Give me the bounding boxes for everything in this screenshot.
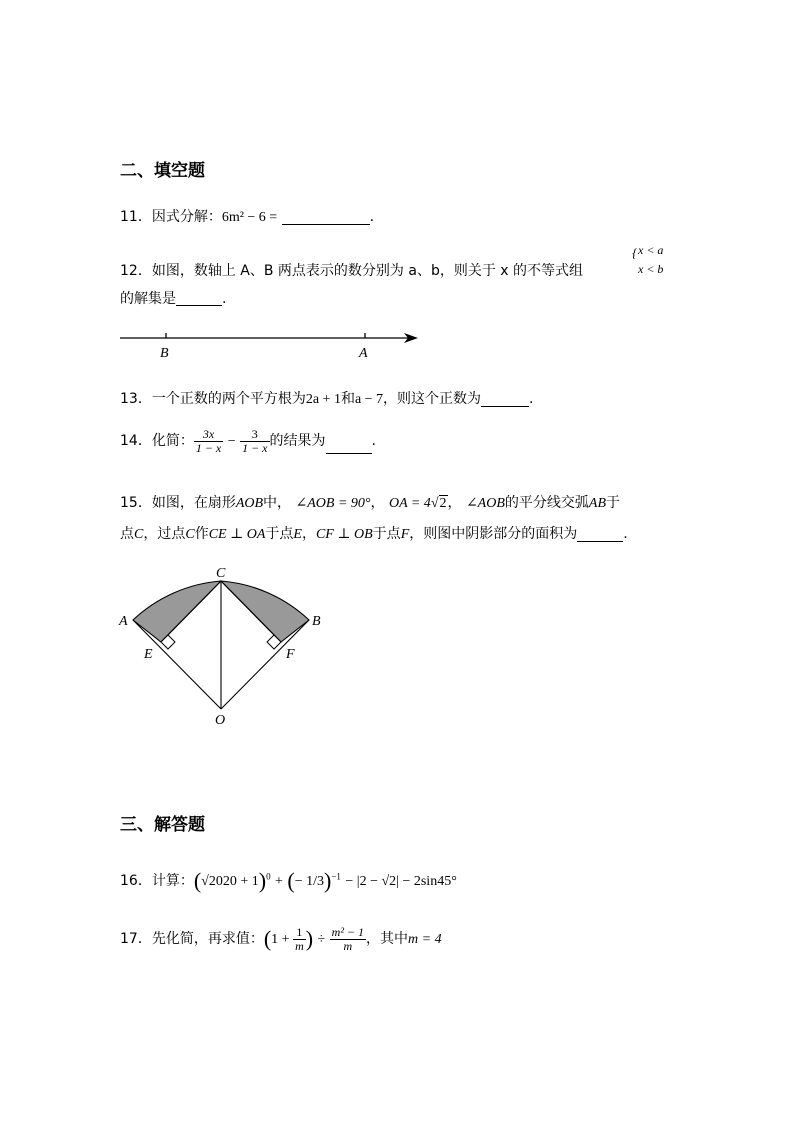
- q11-expr: 6m² − 6 =: [221, 210, 278, 225]
- question-11: [120, 210, 374, 225]
- sector-figure: [115, 562, 330, 727]
- q15-l2-t5: ，: [301, 526, 316, 542]
- q15-l2-t4: 于点: [265, 526, 294, 542]
- q17-f2-num: m² − 1: [331, 925, 365, 939]
- q13-and: 和: [340, 391, 355, 407]
- q14-number: 14．: [120, 433, 152, 450]
- q16-exp-neg1: −1: [331, 871, 341, 882]
- section-title-solve: 三、解答题: [120, 815, 205, 835]
- q15-t1: 如图，在扇形: [151, 495, 236, 511]
- q17-text: 先化简，再求值：: [151, 931, 264, 948]
- q13-text1: 一个正数的两个平方根为: [151, 391, 306, 407]
- label-c: C: [216, 566, 226, 581]
- section-title-fill-in: 二、填空题: [120, 161, 205, 181]
- question-12: [120, 264, 583, 278]
- question-15-line1: 15．如图，在扇形AOB中， ∠AOB = 90°， OA = 4√2， ∠AOB的平分线交弧AB于: [120, 495, 621, 511]
- question-15-line2: [120, 527, 628, 542]
- number-line: [118, 326, 428, 362]
- q16-paren1: √2020 + 1: [201, 874, 259, 890]
- q15-answer-blank: [577, 527, 623, 542]
- q12-line2: [120, 291, 226, 306]
- q14-text2: 的结果为: [269, 433, 326, 450]
- question-16: 16．计算：$(√2020 + 1)^0$ + (− 1/3)$^{-1}$ − |2 − √2| − 2sin45°: [120, 868, 457, 893]
- q15-l2-t1: 点: [120, 526, 134, 542]
- q13-expr2: a − 7: [354, 392, 384, 407]
- q15-l2-f: F: [400, 527, 410, 542]
- q15-l2-c2: C: [185, 527, 195, 542]
- q12-text: 如图，数轴上 A、B 两点表示的数分别为 a、b，则关于 x 的不等式组: [151, 263, 584, 279]
- q15-l2-t2: ，过点: [143, 526, 186, 542]
- q15-comma: ，: [370, 495, 385, 511]
- q16-number: 16．: [120, 873, 152, 890]
- q17-div: ÷: [317, 932, 326, 948]
- q17-f1-den: m: [295, 938, 304, 953]
- q14-f2-num: 3: [240, 428, 269, 442]
- label-b-fig: B: [312, 614, 321, 629]
- q15-ab: AB: [588, 496, 607, 511]
- label-a: A: [359, 346, 368, 361]
- q11-end: .: [369, 209, 375, 225]
- q15-t4: 的平分线交弧: [504, 495, 589, 511]
- label-b: B: [160, 346, 169, 361]
- label-a-fig: A: [119, 614, 128, 629]
- q13-text2: ，则这个正数为: [383, 391, 482, 407]
- q15-l2-c: C: [134, 527, 144, 542]
- q12-number: 12．: [120, 263, 152, 279]
- radius-ob: [221, 620, 309, 709]
- label-o: O: [215, 713, 226, 727]
- q12-end: .: [222, 291, 227, 307]
- q12-brace: {: [632, 245, 638, 260]
- question-14: [120, 428, 376, 454]
- q11-number: 11．: [120, 209, 152, 225]
- label-e: E: [144, 647, 153, 662]
- radius-oa: [133, 620, 221, 709]
- q14-answer-blank: [326, 439, 372, 454]
- q15-l2-t6: 于点: [372, 526, 401, 542]
- q15-l2-e: E: [293, 527, 302, 542]
- q15-l2-t3: 作: [194, 526, 209, 542]
- q16-rest: − |2 − √2| − 2sin45°: [345, 874, 457, 890]
- q15-number: 15．: [120, 495, 152, 511]
- q16-plus: +: [275, 874, 283, 890]
- q15-angle: ∠AOB = 90°: [295, 496, 371, 511]
- q15-l2-ce: CE ⊥ OA: [208, 527, 266, 542]
- q13-number: 13．: [120, 391, 152, 407]
- q14-fraction-2: [240, 428, 269, 454]
- q14-f1-den: 1 − x: [195, 440, 222, 455]
- q12-inequality-1: x < a: [638, 243, 664, 257]
- q14-fraction-1: [194, 428, 223, 454]
- q15-angle2: ∠AOB: [465, 496, 505, 511]
- q15-oa: OA = 4: [388, 496, 431, 511]
- question-13: [120, 392, 534, 407]
- q17-fraction-1: [293, 926, 306, 952]
- q12-inequality-2: x < b: [638, 262, 664, 276]
- q17-f1-num: 1: [293, 926, 306, 940]
- q12-line2-text: 的解集是: [120, 291, 176, 307]
- q17-text2: ，其中: [366, 931, 409, 948]
- q17-number: 17．: [120, 931, 152, 948]
- q15-l2-t7: ，则图中阴影部分的面积为: [409, 526, 578, 542]
- q17-p1: 1 +: [271, 932, 294, 948]
- q15-l2-end: .: [623, 526, 628, 542]
- label-f: F: [286, 647, 295, 662]
- q17-f2-den: m: [343, 938, 353, 953]
- q13-expr1: 2a + 1: [305, 392, 341, 407]
- q15-t3: ，: [447, 495, 462, 511]
- q14-f1-num: 3x: [194, 428, 223, 442]
- q13-end: .: [529, 391, 534, 407]
- q14-f2-den: 1 − x: [242, 440, 268, 455]
- q14-minus: −: [227, 434, 236, 450]
- q16-exp0: 0: [266, 871, 271, 882]
- question-17: 17．先化简，再求值：(1 + $\frac{1}{m}$ ) ÷ $\frac{\text{m² − 1}}{m}$ ，其中m = 4: [120, 925, 442, 953]
- q15-aob: AOB: [235, 496, 264, 511]
- q15-t5: 于: [606, 495, 621, 511]
- q15-sqrt: 2: [439, 496, 447, 511]
- q13-answer-blank: [481, 392, 529, 407]
- q11-text: 因式分解：: [151, 209, 222, 225]
- q16-paren2: − 1/3: [294, 874, 325, 890]
- q17-condition: m = 4: [408, 932, 442, 948]
- q11-answer-blank: [282, 210, 370, 225]
- q15-l2-cf: CF ⊥ OB: [315, 527, 373, 542]
- q15-t2: 中，: [263, 495, 292, 511]
- q17-fraction-2: [330, 926, 366, 952]
- q16-text: 计算：: [151, 873, 194, 890]
- q14-end: .: [371, 433, 376, 450]
- q14-text: 化简：: [151, 433, 194, 450]
- q12-answer-blank: [176, 291, 222, 306]
